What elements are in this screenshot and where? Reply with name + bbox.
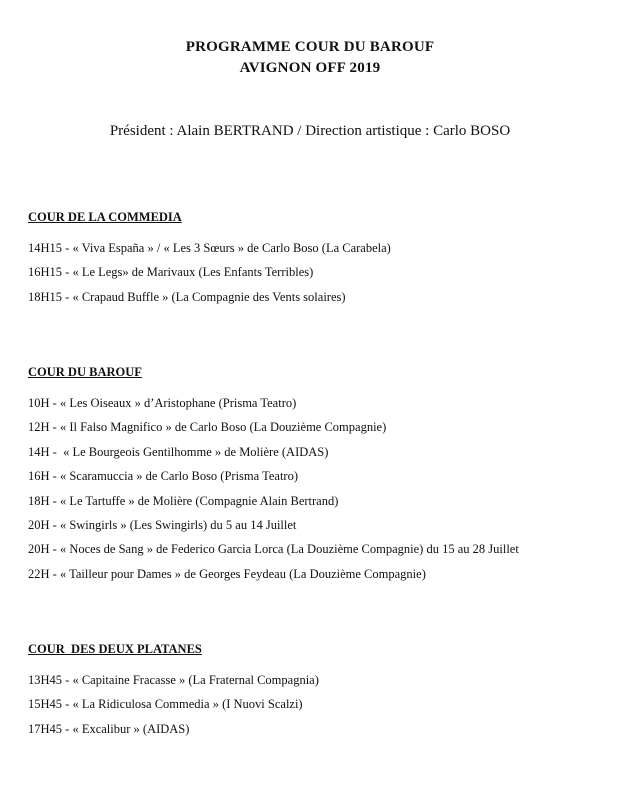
program-entry: 18H - « Le Tartuffe » de Molière (Compagnie Alain Bertrand) bbox=[28, 493, 339, 508]
program-entry: 20H - « Swingirls » (Les Swingirls) du 5 au 14 Juillet bbox=[28, 517, 297, 532]
program-entry: 18H15 - « Crapaud Buffle » (La Compagnie des Vents solaires) bbox=[28, 289, 346, 304]
section-heading: COUR DES DEUX PLATANES bbox=[28, 642, 202, 656]
section-heading: COUR DU BAROUF bbox=[28, 365, 142, 379]
program-entry: 16H - « Scaramuccia » de Carlo Boso (Prisma Teatro) bbox=[28, 469, 299, 484]
program-entry: 10H - « Les Oiseaux » d’Aristophane (Prisma Teatro) bbox=[28, 396, 297, 410]
program-entry: 12H - « Il Falso Magnifico » de Carlo Boso (La Douzième Compagnie) bbox=[28, 420, 387, 435]
program-entry: 17H45 - « Excalibur » (AIDAS) bbox=[28, 721, 190, 736]
page-title-line1: PROGRAMME COUR DU BAROUF bbox=[185, 39, 435, 55]
section-cour-du-barouf bbox=[28, 364, 608, 590]
program-entry: 15H45 - « La Ridiculosa Commedia » (I Nuovi Scalzi) bbox=[28, 697, 303, 712]
page-title-line2: AVIGNON OFF 2019 bbox=[239, 60, 381, 76]
section-heading: COUR DE LA COMMEDIA bbox=[28, 210, 182, 224]
page-subtitle: Président : Alain BERTRAND / Direction artistique : Carlo BOSO bbox=[109, 123, 511, 139]
section-cour-des-deux-platanes bbox=[28, 641, 608, 745]
program-entry: 14H - « Le Bourgeois Gentilhomme » de Molière (AIDAS) bbox=[28, 444, 329, 459]
program-entry: 14H15 - « Viva España » / « Les 3 Sœurs » de Carlo Boso (La Carabela) bbox=[28, 241, 391, 255]
section-cour-de-la-commedia bbox=[28, 209, 608, 313]
program-entry: 20H - « Noces de Sang » de Federico Garcia Lorca (La Douzième Compagnie) du 15 au 28 Juillet bbox=[28, 542, 519, 557]
program-entry: 22H - « Tailleur pour Dames » de Georges Feydeau (La Douzième Compagnie) bbox=[28, 566, 426, 581]
program-entry: 16H15 - « Le Legs» de Marivaux (Les Enfants Terribles) bbox=[28, 265, 314, 280]
program-entry: 13H45 - « Capitaine Fracasse » (La Fraternal Compagnia) bbox=[28, 673, 319, 687]
